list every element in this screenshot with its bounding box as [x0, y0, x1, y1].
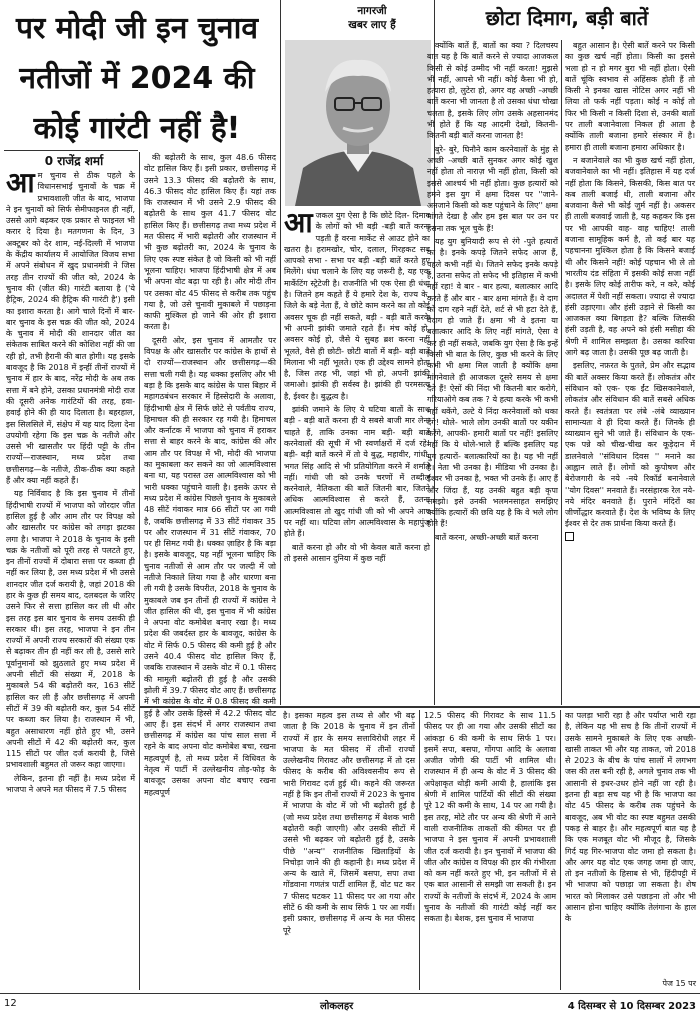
continued-on-page: पेज 15 पर — [662, 979, 696, 988]
column-title-line1: नागरजी — [357, 5, 387, 17]
divider — [4, 150, 138, 151]
portrait-image — [285, 40, 431, 206]
paragraph: है। इसका महत्व इस तथ्य से और भी बढ़ जाता है कि 2018 के चुनाव में इन तीनों राज्यों में हार के समय सत्ताविरोधी लहर में भाजपा के मत फीसद में तीनों राज्यों उल्लेखनीय गिरावट और छत्तीसगढ़ में तो दस फीसद के करीब की अविश्वसनीय रूप से भारी गिरावट दर्ज हुई थी। कहने की जरूरत नहीं है कि इन तीनों राज्यों में 2023 के चुनाव में भाजपा के वोट में जो भी बढ़ोतरी हुई है (जो मध्य प्रदेश तथा छत्तीसगढ़ में बेशक भारी बढ़ोतरी कही जाएगी) और उसकी सीटों में उससे भी बढ़कर जो बढ़ोतरी हुई है, उसके पीछे ''अन्य'' राजनीतिक खिलाड़ियों के निचोड़ा जाने की ही कहानी है। मध्य प्रदेश में अन्य के खाते में, जिसमें बसपा, सपा तथा गोंडवाना गणतंत्र पार्टी शामिल हैं, वोट घट कर 7 फीसद घटकर 11 फीसद पर आ गया और सीटें 6 की कमी के साथ सिर्फ 1 पर आ गयीं। इसी प्रकार, छत्तीसगढ़ में अन्य के मत फीसद पूरे — [283, 711, 415, 935]
paragraph: का पलड़ा भारी रहा है और पर्याप्त भारी रहा है, लेकिन यह भी सच है कि तीनों राज्यों में उसके सामने मुकाबले के लिए एक अच्छी-खासी ताकत भी और यह ताकत, जो 2018 से 2023 के बीच के पांच सालों में लगभग जस की तस बनी रही है, अगले चुनाव तक भी आसानी से इधर-उधर होने नहीं जा रही है। इतना ही बड़ा सच यह भी है कि भाजपा का वोट 45 फीसद के करीब तक पहुंचने के बावजूद, अब भी वोट का स्पष्ट बहुमत उसकी पकड़ से बाहर है। और महत्वपूर्ण बात यह है कि एक मजबूत वोट भी मौजूद है, जिसके गिर्द यह गिर-भाजपा वोट जमा हो सकता है। और अगर यह वोट एक जगह जमा हो जाए, तो इन नतीजों के हिसाब से भी, हिंदीपट्टी में भी भाजपा को पछाड़ा जा सकता है। शेष भारत को मिलाकर उसे पछाड़ना तो और भी आसान होना चाहिए क्योंकि तेलंगाना के हाल के — [565, 711, 696, 924]
paragraph: न बजानेवाले का भी कुछ खर्च नहीं होता, बजवानेवाले का भी नहीं। इतिहास में यह दर्ज नहीं होता कि किसने, किसकी, किस बात पर कब ताली बजाई थी, ताली बजाना और बजवाना कैसे भी कोई जुर्म नहीं है। अकसर ही ताली बजवाई जाती है, यह कहकर कि इस पर भी आपकी वाह- वाह चाहिए! ताली बजाना सामूहिक कर्म है, तो कई बार यह पहचानना मुश्किल होता है कि किसने बजाई थी और किसने नहीं! कोई पहचान भी ले तो भारतीय दंड संहिता में इसकी कोई सजा नहीं है। इसके लिए कोई तारीफ करे, न करे, कोई अदालत में पेशी नहीं सकता। ज्यादा से ज्यादा हंसी उड़ाएगा। और हंसी उड़ाने से किसी का आजकल क्या बिगड़ता है? बल्कि जिसकी हंसी उड़ती है, वह अपने को हंसी मसीहा की श्रेणी में शामिल समझता है। उसका कारिया आगे बढ़ जाता है। उसकी पूछ बढ़ जाती है। — [565, 155, 695, 358]
paragraph: झांकी जमाने के लिए ये घटिया बातों के साथ बड़ी - बड़ी बातें करना ही ये सबसे बाजी मार लेना चाहते हैं, ताकि उनका नाम बड़ी- बड़ी बातें करनेवालों की सूची में भी स्वर्णाक्षरों में दर्ज रहे! बड़ी- बड़ी बातें करने में तो ये बुद्ध, महावीर, गांधी, भगत सिंह आदि से भी प्रतियोगिता करने में शर्माते नहीं। गांधी जी को उनके चरणों में तब्दील करनेवाले, नैतिकता की बातें जितनी बार, जितने अधिक आत्मविश्वास से करते हैं, उतना आत्मविश्वास तो खुद गांधी जी को भी अपने आप पर नहीं था। घटिया लोग आत्मविश्वास के महापुंज होते हैं। — [284, 405, 430, 539]
author-byline: 0 राजेंद्र शर्मा — [44, 154, 104, 168]
column-divider — [561, 40, 562, 705]
author-photo — [285, 40, 431, 206]
paragraph: क्योंकि बातें हैं, बातों का क्या ? दिलचस्प बात यह है कि बातें करने से ज्यादा आजकल किसी से कोई उम्मीद भी नहीं करता! मुझसे भी नहीं, आपसे भी नहीं। कोई कैसा भी हो, हत्यारा हो, लुटेरा हो, अगर वह अच्छी -अच्छी बातें करना भी जानता है तो उसका धंधा चोखा चलता है, इसके लिए लोग उसके अहसानमंद भी होते हैं कि यह आदमी देखो, कितनी- कितनी बड़ी बातें करना जानता है! — [427, 41, 558, 141]
column-divider — [139, 152, 140, 990]
paragraph: की बढ़ोतरी के साथ, कुल 48.6 फीसद वोट हासिल किए हैं। इसी प्रकार, छत्तीसगढ़ में उसने 13.3 फीसद की बढ़ोतरी के साथ, 46.3 फीसद वोट हासिल किए हैं। यहां तक कि राजस्थान में भी उसने 2.9 फीसद की बढ़ोतरी के साथ कुल 41.7 फीसद वोट हासिल किए हैं। छत्तीसगढ़ तथा मध्य प्रदेश में मत फीसद में भारी बढ़ोतरी और राजस्थान में भी कुछ बढ़ोतरी का, 2024 के चुनाव के लिए एक स्पष्ट संकेत है जो किसी को भी नहीं भूलना चाहिए। भाजपा हिंदीभाषी क्षेत्र में अब भी अपना वोट बढ़ा पा रही है। और मोदी तीन पर उसका वोट 45 फीसद से करीब तक पहुंच गया है, जो उसे चुनावी मुकाबले में पछाड़ना काफी मुश्किल हो जाने की ओर ही इशारा करता है। — [144, 153, 276, 332]
paragraph: बातें करना, अच्छी-अच्छी बातें करना — [435, 532, 539, 542]
article-left-col2 — [144, 152, 276, 797]
paragraph: जकल युग ऐसा है कि छोटे दिल- दिमाग के लोगों को भी बड़ी -बड़ी बातें करना पड़ती हैं वरना मार्केट से आउट होने का खतरा है। हरामखोर, चोर, दलाल, गिरहकट सब आपको सभा - सभा पर बड़ी -बड़ी बातें करते हुए मिलेंगे। धंधा चलाने के लिए यह जरूरी है, यह एक मार्केटिंग स्ट्रेटेजी है। राजनीति भी एक ऐसा ही धंधा है। जितने हम कहते हैं ये हमारे देश के, राज्य के, जिले के बड़े नेता हैं, वे छोटे काम करने का तो कोई अवसर चूक ही नहीं सकते, बड़ी - बड़ी बातें करके भी अपनी झांकी जमाते रहते हैं। मंच कोई हो, अवसर कोई हो, जैसे ये सुबह ब्रश करना नहीं भूलते, वैसे ही छोटी- छोटी बातों में बड़ी- बड़ी बातें मिलाना भी नहीं भूलते। एक ही उद्देश्य सामने होता है, जिस तरह भी, जहां भी हो, अपनी झांकी जमाओ। झांकी ही सर्वस्व है। झांकी ही परमसत्य है, ईश्वर है। बुद्धत्व है। — [284, 211, 430, 401]
column-title-line2: खबर लाए हैं — [348, 19, 396, 31]
paragraph: यह निर्विवाद है कि इस चुनाव में तीनों हिंदीभाषी राज्यों में भाजपा को जोरदार जीत हासिल हुई है और आम तौर पर विपक्ष को और खासतौर पर कांग्रेस को तगड़ा झटका लगा है। भाजपा ने 2018 के चुनाव के इसी चक्र के नतीजों को पूरी तरह से पलटते हुए, इन तीनों राज्यों में दोबारा सत्ता पर कब्जा ही नहीं कर लिया है, उस मध्य प्रदेश में भी उससे शानदार जीत दर्ज करायी है, जहां 2018 की हार के कुछ ही समय बाद, दलबदल के जरिए उसने फिर से सत्ता हासिल कर ली थी और इस तरह इस बार चुनाव के समय उसकी ही सरकार थी। इस तरह, भाजपा ने इन तीन राज्यों में अपनी राज्य सरकारों की संख्या एक से बढ़ाकर तीन ही नहीं कर ली है, उससे सारे पूर्वानुमानों को झुठलाते हुए मध्य प्रदेश में अपनी सीटों की संख्या में, 2018 के मुकाबले 54 की बढ़ोतरी कर, 163 सीटें हासिल कर ली हैं और छत्तीसगढ़ में अपनी सीटों में 39 की बढ़ोतरी कर, कुल 54 सीटें पर कब्जा कर लिया है। राजस्थान में भी, बहुत असाधारण नहीं होते हुए भी, उसने अपनी सीटों में 42 की बढ़ोतरी कर, कुल 115 सीटों पर जीत दर्ज करायी है, जिसे प्रभावशाली बहुमत तो जरूर कहा जाएगा। — [6, 489, 135, 770]
paragraph: यह युग बुनियादी रूप से रंगे -पुते हत्यारों का है। इनके कपड़े जितने सफेद आज हैं, पहले कभी नहीं थे। जितने सफेद इनके कपड़े हैं, उतना सफेद तो सफेद भी इतिहास में कभी नहीं रहा! वे बार - बार हत्या, बलात्कार आदि करते हैं और बार - बार क्षमा मांगते हैं। वे दाग को दाग रहने नहीं देते, शर्ट से भी हटा देते हैं, वैदाग हो जाते हैं। क्षमा भी वे इतना या बलात्कार आदि के लिए नहीं मांगते, ऐसा वे कर ही नहीं सकते, जबकि युग ऐसा है कि इन्हें किसी भी बात के लिए, कुछ भी करने के लिए कभी भी क्षमा मिल जाती है क्योंकि क्षमा मांगनेवाले ही आजकल दूसरे समय से क्षमा देते हैं! ऐसों की निंदा भी कितनी बार करोगे, गरियाओगे कब तक ? ये हत्या करके भी कभी नहीं थकेंगे, उल्टे ये निंदा करनेवालों को थका देंगे! थोले- भाले लोग उनकी बातों पर यकीन करेंगे, आपकी- हमारी बातों पर नहीं! इसलिए नहीं कि ये थोले-भाले हैं बल्कि इसलिए यह युग हत्यारों- बलात्कारियों का है। यह भी नहीं है। नेता भी उनका है। मीडिया भी उनका है। ईश्वर भी उनका है, भक्त भी उनके हैं। आए हैं और जिंदा हैं, यह उनकी बहुत बड़ी कृपा समझो। इसे उनकी भलमनसाहत समझिए क्योंकि हत्यारों की छवि यह है कि वे भले लोग होते हैं! — [427, 237, 558, 529]
continuation-col5 — [565, 710, 696, 978]
issue-date: 4 दिसम्बर से 10 दिसम्बर 2023 — [567, 1001, 696, 1012]
column-divider — [280, 0, 281, 705]
paragraph: लेकिन, इतना ही नहीं है। मध्य प्रदेश में भाजपा ने अपने मत फीसद में 7.5 फीसद — [6, 773, 135, 795]
article-right-col-a — [427, 40, 558, 705]
column-divider — [419, 710, 420, 990]
section-divider — [140, 706, 700, 708]
article-left-col1 — [6, 166, 135, 990]
headline-right: छोटा दिमाग, बड़ी बातें — [485, 6, 649, 30]
drop-cap: आ — [6, 166, 35, 199]
article-right-col-b — [565, 40, 695, 705]
continuation-col4 — [424, 710, 556, 990]
headline-left: पर मोदी जी इन चुनाव नतीजों में 2024 की कोई गारंटी नहीं है! — [15, 11, 259, 146]
paragraph: बहुत आसान है। ऐसी बातें करने पर किसी का कुछ खर्च नहीं होता। किसी का इससे भला हो न हो मगर बुरा भी नहीं होता। ऐसी बातें चूंकि स्वभाव से अहिंसक होती हैं तो किसी ने इनका खास नोटिस अगर नहीं भी लिया तो फर्क नहीं पड़ता। कोई न कोई तो फिर भी किसी न किसी दिशा से, उनकी बातों पर ताली बजानेवाला निकल ही आता है क्योंकि ताली बजाना हमारे संस्कार में है। हमारा ही ताली बजाना हमारा अधिकार है। — [565, 41, 695, 152]
page-number: 12 — [4, 998, 17, 1009]
paragraph: इसलिए, नफ़रत के पुतले, प्रेम और सद्भाव की बातें अक्सर किया करते हैं। लोकतंत्र और संविधान को एक- एक ईंट खिसकानेवाले, लोकतंत्र और संविधान की बातें सबसे अधिक करते हैं। स्वतंत्रता पर लंबे -लंबे व्याख्यान सामान्यतः वे ही दिया करते हैं। जिनके ही व्याख्यान सुने भी जाते हैं। संविधान के एक- एक पन्ने को चीख-चीख कर कूड़ेदान में डालनेवाले ''संविधान दिवस '' मनाने का आह्वान लाते हैं। लोगों को कुपोषण और बेरोजगारी के नये -नये रिकॉर्ड बनानेवाले ''योग दिवस'' मनवाते हैं। नरसंहारक रेल नये- नये मंदिर बनवाते हैं। पुराने मंदिरों का जीर्णोद्धार करवाते हैं। देश के भविष्य के लिए ईश्वर से देर तक प्रार्थना किया करते हैं। — [565, 361, 695, 529]
paragraph: बातें करना हो और वो भी केवल बातें करना हो तो इससे आसान दुनिया में कुछ नहीं — [284, 542, 430, 563]
column-title — [312, 4, 432, 32]
column-center-text — [284, 206, 430, 705]
page-footer — [0, 993, 700, 1014]
end-mark-icon — [565, 532, 574, 541]
paragraph: म चुनाव से ठीक पहले के विधानसभाई चुनावों के चक्र में प्रभावशाली जीत के बाद, भाजपा ने इन चुनावों को सिर्फ सेमीफाइनल ही नहीं, उससे आगे बढ़कर एक प्रकार से फाइनल भी करार दे दिया है। मतगणना के दिन, 3 अक्टूबर को देर शाम, नई-दिल्ली में भाजपा के केंद्रीय कार्यालय में आयोजित विजय सभा में अपने संबोधन में खुद प्रधानमंत्री ने जिस तरह तीन राज्यों की जीत को, 2024 के चुनाव की (जीत की) गारंटी बताया है ('ये हैट्रिक, 2024 की हैट्रिक की गारंटी है') इसी का इशारा करता है। आगे चाले दिनों में बार-बार चुनाव के इस चक्र की जीत को, 2024 के चुनाव में मोदी की शानदार जीत का संकेतक साबित करने की कोशिश नहीं की जा रही हो, तभी हैरानी की बात होगी। यह इसके बावजूद है कि 2018 में इन्हीं तीनों राज्यों में चुनाव में हार के बाद, नरेंद्र मोदी के अब तक सत्ता में बने होने, उसका प्रधानमंत्री मोदी राज की दूसरी अनेक गारंटियों की तरह, हवा-हवाई होने की ही याद दिलाता है। बहरहाल, इस सिलसिले में, संक्षेप में यह याद दिला देना उपयोगी रहेगा कि इस चक्र के नतीजे और उससे भी खासतौर पर हिंदी पट्टी के तीन राज्यों—राजस्थान, मध्य प्रदेश तथा छत्तीसगढ़—के नतीजे, ठीक-ठीक क्या कहते हैं और क्या नहीं कहते हैं। — [6, 171, 135, 486]
column-divider — [560, 710, 561, 990]
paragraph: बुरे- बुरे, घिनौने काम करनेवालों के मुंह से अच्छी -अच्छी बातें सुनकर अगर कोई खुश नहीं होता तो नाराज़ भी नहीं होता, किसी को इससे आश्चर्य भी नहीं होता। कुछ हत्यारों को हमने इस युग में क्षमा दिवस पर ''जाने-अनजाने किसी को कष्ट पहुंचाने के लिए'' क्षमा मांगते देखा है और हम इस बात पर उन पर हंसना तक भूल चुके हैं! — [427, 144, 558, 233]
publication-name: लोकलहर — [320, 1001, 354, 1012]
paragraph: 12.5 फीसद की गिरावट के साथ 11.5 फीसद पर ही आ गया और उसकी सीटों का आंकड़ा 6 की कमी के साथ सिर्फ 1 पर। इसमें सपा, बसपा, गोंगपा आदि के अलावा अजीत जोगी की पार्टी भी शामिल थी। राजस्थान में ही अन्य के वोट में 3 फीसद की अपेक्षाकृत थोड़ी कमी आयी है, हालांकि इस श्रेणी में शामिल पार्टियों की सीटों की संख्या पूरे 12 की कमी के साथ, 14 पर आ गयी है। इस तरह, मोटे तौर पर अन्य की श्रेणी में आने वाली राजनीतिक ताकतों की कीमत पर ही भाजपा ने इस चुनाव में अपनी प्रभावशाली जीत दर्ज करायी है। इन चुनावों में भाजपा की जीत और कांग्रेस व विपक्ष की हार की गंभीरता को कम नहीं करते हुए भी, इन नतीजों में से एक बात आसानी से समझी जा सकती है। इन राज्यों के नतीजों के संदर्भ में, 2024 के आम चुनाव के नतीजों की गारंटी कोई नहीं कर सकता है। बेशक, इस चुनाव में भाजपा — [424, 711, 556, 924]
continuation-col3 — [283, 710, 415, 990]
drop-cap: आ — [284, 206, 313, 239]
paragraph: दूसरी ओर, इस चुनाव में आमतौर पर विपक्ष के और खासतौर पर कांग्रेस के हाथों से दो राज्यों—राजस्थान और छत्तीसगढ़—की सत्ता चली गयी है। यह धक्का इसलिए और भी बड़ा है कि इसके बाद कांग्रेस के पास बिहार में महागठबंधन सरकार में हिस्सेदारी के अलावा, हिंदीभाषी क्षेत्र में सिर्फ छोटे से पर्वतीय राज्य, हिमाचल की ही सरकार रह गयी है। हिमाचल और कर्नाटक में भाजपा को चुनाव में हराकर सत्ता से बाहर करने के बाद, कांग्रेस की और आम तौर पर विपक्ष में भी, मोदी की भाजपा का मुकाबला कर सकने का जो आत्मविश्वास बना था, यह परास्त उस आत्मविश्वास को भी भारी धक्का पहुंचाने वाली है। इसके ऊपर से मध्य प्रदेश में कांग्रेस पिछले चुनाव के मुकाबले 48 सीटें गंवाकर मात्र 66 सीटों पर आ गयी है, जबकि छत्तीसगढ़ में 33 सीटें गंवाकर 35 पर और राजस्थान में 31 सीटें गंवाकर, 70 पर ही सिमट गयी है। धक्का ज़ाहिर है कि बड़ा है। इसके बावजूद, यह नहीं भूलना चाहिए कि चुनाव नतीजों से आम तौर पर जल्दी में जो नतीजे निकाले लिया गया है और धारणा बना ली गयी है उसके विपरीत, 2018 के चुनाव के मुकाबले जब इन तीनों ही राज्यों में कांग्रेस ने जीत हासिल की थी, इस चुनाव में भी कांग्रेस ने अपना वोट कमोबेश बनाए रखा है। मध्य प्रदेश की जबर्दस्त हार के बावजूद, कांग्रेस के वोट में सिर्फ 0.5 फीसद की कमी हुई है और उसने 40.4 फीसद वोट हासिल किए हैं, जबकि राजस्थान में उसके वोट में 0.1 फीसद की मामूली बढ़ोतरी ही हुई है और उसकी झोली में 39.7 फीसद वोट आए हैं। छत्तीसगढ़ में भी कांग्रेस के वोट में 0.8 फीसद की कमी हुई है और उसके हिस्से में 42.2 फीसद वोट आए हैं। इस संदर्भ में अगर राजस्थान तथा छत्तीसगढ़ में कांग्रेस का पांच साल सत्ता में रहने के बाद अपना वोट कमोबेश बचा, रखना महत्वपूर्ण है, तो मध्य प्रदेश में विधिवत के नेतृत्व में पार्टी में उल्लेखनीय तोड़-फोड़ के बावजूद उसका अपना वोट बचाए रखना महत्वपूर्ण — [144, 335, 276, 797]
